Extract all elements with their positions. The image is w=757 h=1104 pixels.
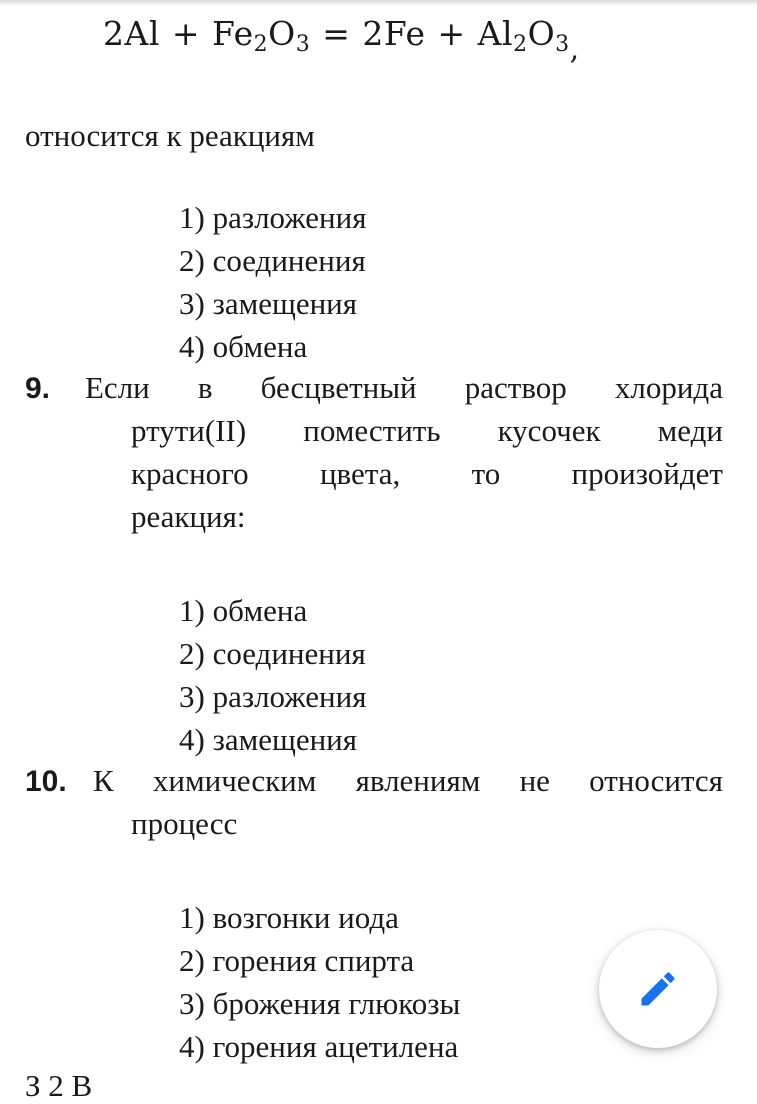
q8-option-3: 3) замещения — [179, 286, 358, 321]
question-10-number: 10. — [25, 765, 67, 798]
question-9-line-2: ртути(II) поместить кусочек меди — [131, 413, 723, 448]
q9-option-2: 2) соединения — [179, 636, 366, 671]
q9-option-4: 4) замещения — [179, 722, 358, 757]
q8-option-1: 1) разложения — [179, 200, 367, 235]
q10-option-1: 1) возгонки иода — [179, 900, 399, 935]
q9-option-1: 1) обмена — [179, 593, 308, 628]
chemical-equation: $2Al + Fe_2O_3 = 2Fe + Al_2O_3$, — [103, 14, 580, 67]
question-9-line-1: Если в бесцветный раствор хлорида — [85, 370, 723, 405]
top-edge-shadow — [0, 0, 757, 6]
eq-equals: = — [322, 14, 351, 53]
eq-product-2: $Al_2O_3$ — [477, 14, 570, 57]
question-10-line-1: К химическим явлениям не относится — [93, 763, 723, 798]
q8-option-2: 2) соединения — [179, 243, 366, 278]
q8-option-4: 4) обмена — [179, 329, 308, 364]
question-9-line-3: красного цвета, то произойдет — [131, 456, 723, 491]
question-10-line-2: процесс — [131, 806, 238, 841]
question-9-number: 9. — [25, 372, 51, 405]
eq-reactant-1: 2Al — [103, 14, 160, 53]
q10-option-3: 3) брожения глюкозы — [179, 986, 461, 1021]
q10-option-2: 2) горения спирта — [179, 943, 415, 978]
eq-plus: + — [437, 14, 466, 53]
eq-product-1: 2Fe — [362, 14, 426, 53]
next-section-partial: З 2 В — [25, 1068, 93, 1103]
q10-option-4: 4) горения ацетилена — [179, 1029, 459, 1064]
question-9-line-4: реакция: — [131, 499, 246, 534]
q9-option-3: 3) разложения — [179, 679, 367, 714]
eq-reactant-2: $Fe_2O_3$ — [212, 14, 311, 57]
pencil-icon — [636, 967, 680, 1011]
eq-plus: + — [171, 14, 201, 53]
edit-fab-button[interactable] — [599, 930, 717, 1048]
question-8-text: относится к реакциям — [25, 118, 315, 153]
